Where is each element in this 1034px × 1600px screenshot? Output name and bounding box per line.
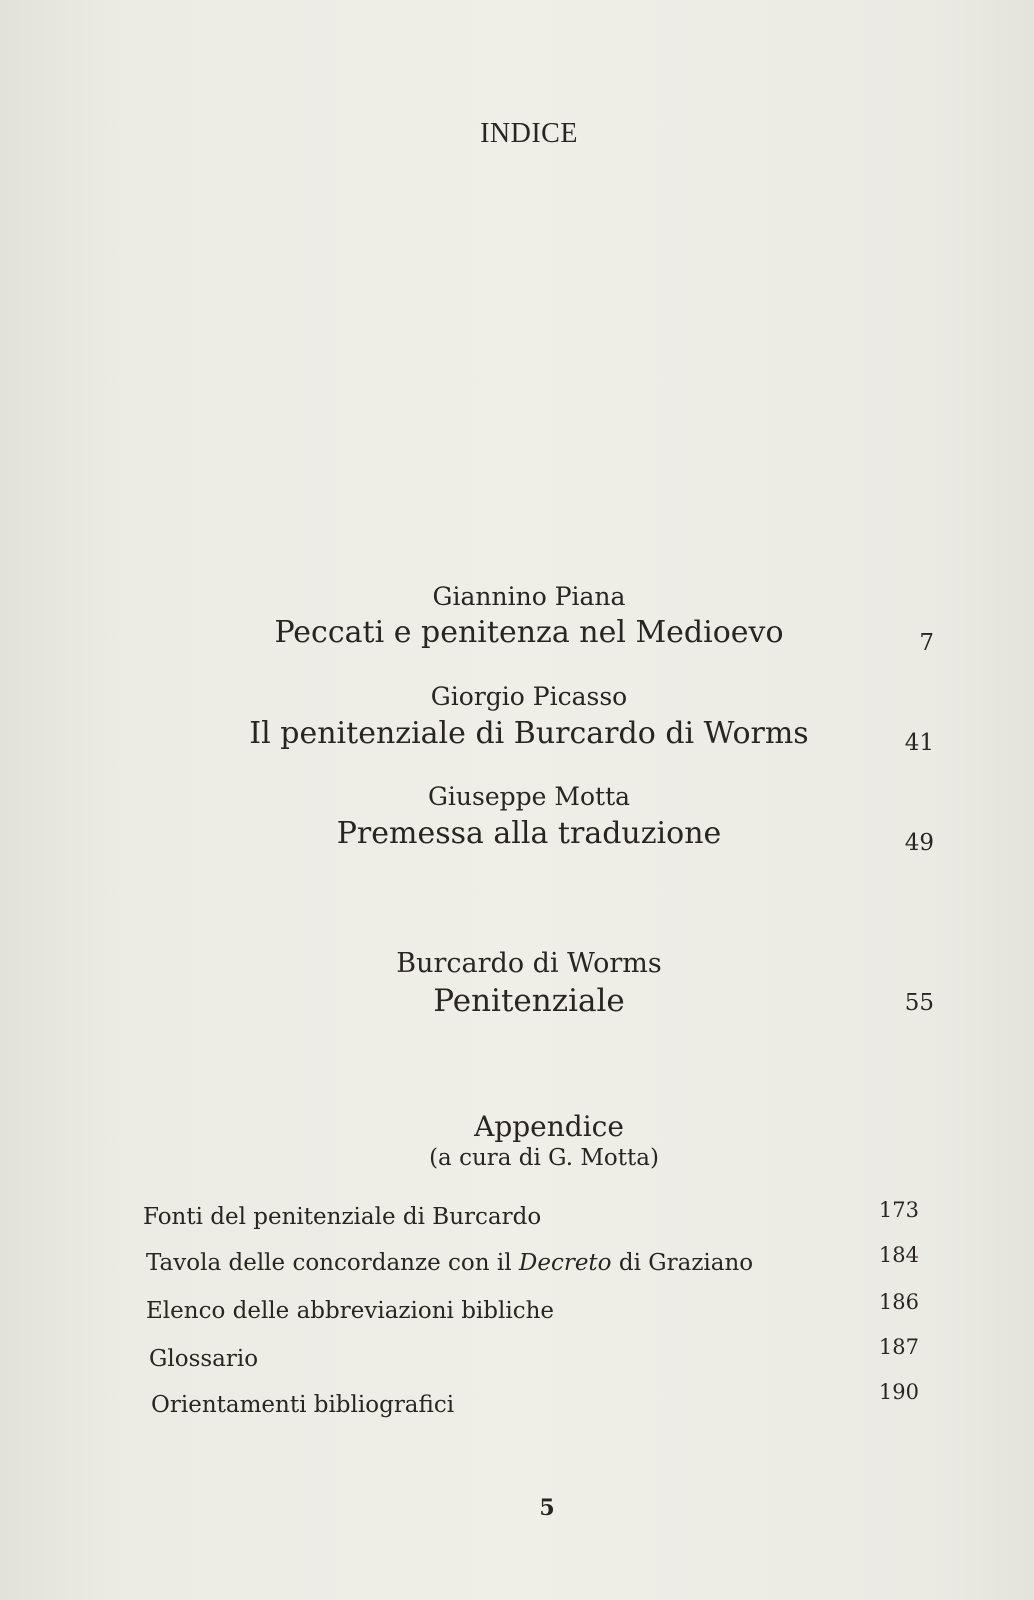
appendix-subheading: (a cura di G. Motta) [429,1145,659,1171]
page-folio-number: 5 [539,1495,555,1521]
entry-title: Peccati e penitenza nel Medioevo [274,615,784,650]
appendix-item-page: 173 [878,1198,919,1222]
entry-page-number: 49 [904,830,934,856]
appendix-item-label: Orientamenti bibliografici [151,1392,455,1418]
entry-title: Il penitenziale di Burcardo di Worms [249,716,809,751]
appendix-item-italic-title: Decreto [518,1250,612,1276]
appendix-item-page: 190 [878,1380,919,1404]
appendix-item-page: 186 [878,1290,919,1314]
entry-page-number: 7 [919,630,934,656]
appendix-item-label-text: di Graziano [611,1250,754,1276]
appendix-heading: Appendice [474,1110,624,1143]
appendix-item-page: 184 [878,1243,919,1267]
appendix-item-label: Elenco delle abbreviazioni bibliche [146,1298,555,1324]
appendix-item-label: Glossario [149,1346,259,1372]
entry-page-number: 55 [904,990,934,1016]
page-title: INDICE [480,118,578,149]
appendix-item-label-text: Tavola delle concordanze con il [146,1250,519,1276]
entry-author: Giuseppe Motta [427,782,631,811]
entry-author: Giorgio Picasso [430,682,628,711]
appendix-item-label [146,1250,753,1276]
entry-page-number: 41 [904,730,934,756]
appendix-item-page: 187 [878,1335,919,1359]
entry-title: Penitenziale [433,983,625,1019]
entry-author: Burcardo di Worms [396,948,662,979]
entry-author: Giannino Piana [432,582,626,611]
entry-title: Premessa alla traduzione [336,816,722,851]
appendix-item-label: Fonti del penitenziale di Burcardo [143,1204,542,1230]
